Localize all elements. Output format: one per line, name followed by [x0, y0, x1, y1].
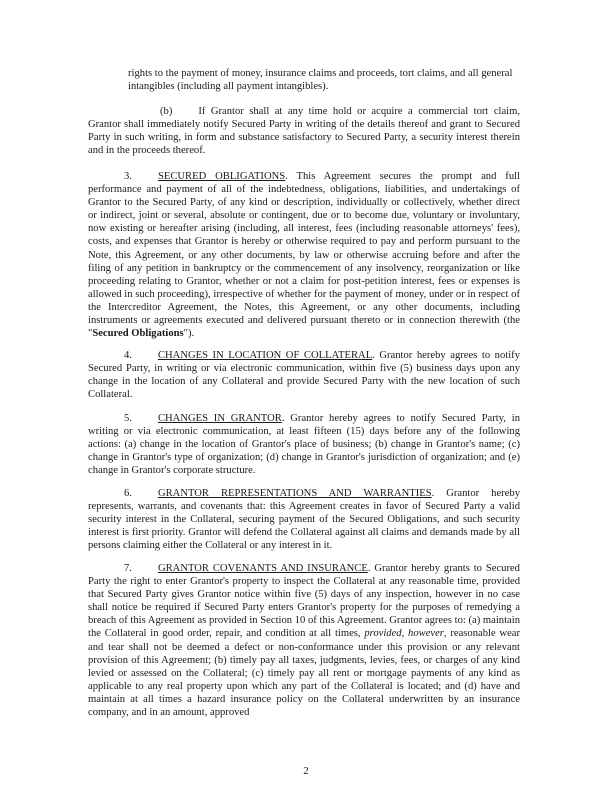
section-text: . Grantor hereby agrees to notify Secured Party, in writing or via electronic communication, at least fifteen (15) days before any of the following actions: (a) change in the location of Grantor's place of business; (b) change in Grantor's name; (c) change in Grantor's type of organization; (d) change in Grantor's jurisdiction of organization; and (e) change in Grantor's corporate structure. [88, 413, 520, 477]
section-text-continued: , reasonable wear and tear shall not be deemed a defect or non-conformance under this provision or any relevant provision of this Agreement; (b) timely pay all taxes, judgments, levies, fees, or charges of any kind levied or assessed on the Collateral; (c) timely pay all rent or mortgage payments of any kind as applicable to any real property upon which any part of the Collateral is located; and (d) have and maintain at all times a hazard insurance policy on the Collateral underwritten by an insurance company, and in an amount, approved [88, 628, 520, 719]
section-number: 3. [124, 171, 132, 182]
section-text-tail: "). [183, 328, 195, 340]
section-number: 7. [124, 563, 132, 574]
section-text: . This Agreement secures the prompt and full performance and payment of all of the indebtedness, obligations, liabilities, and undertakings of Grantor to the Secured Party, of any kind or description, individually or collectively, whether direct or indirect, joint or several, absolute or contingent, due or to become due, voluntary or involuntary, now existing or hereafter arising (including, all interest, fees (including reasonable attorneys' fees), costs, and expenses that Grantor is hereby or otherwise required to pay and perform pursuant to the Note, this Agreement, or any other documents, by law or otherwise accruing before and after the filing of any petition in bankruptcy or the commencement of any insolvency, reorganization or like proceeding relating to Grantor, whether or not a claim for post-petition interest, fees or expenses is allowed in such proceeding), irrespective of whether for the payment of money, under or in respect of the Intercreditor Agreement, the Notes, this Agreement, or any other documents, including instruments or agreements executed and delivered pursuant thereto or in connection therewith (the " [88, 171, 520, 340]
section-text: . Grantor hereby represents, warrants, and covenants that: this Agreement creates in favor of Secured Party a valid security interest in the Collateral, securing payment of the Secured Obligations, and such security interest is first priority. Grantor will defend the Collateral against all claims and demands made by all persons claiming either the Collateral or any interest in it. [88, 488, 521, 552]
section-5 [88, 412, 520, 477]
paragraph-b [88, 105, 520, 157]
paragraph-marker: (b) [160, 106, 173, 117]
section-6 [88, 487, 520, 552]
page-number: 2 [303, 765, 309, 777]
section-heading: GRANTOR COVENANTS AND INSURANCE [157, 563, 368, 574]
paragraph-intangibles [128, 67, 520, 93]
section-text: . Grantor hereby agrees to notify Secured Party, in writing or via electronic communication, within five (5) business days upon any change in the location of any Collateral and provide Secured Party with the new location of such Collateral. [88, 350, 520, 401]
section-heading: CHANGES IN GRANTOR [157, 413, 282, 424]
section-7 [88, 562, 520, 719]
section-heading: GRANTOR REPRESENTATIONS AND WARRANTIES [157, 488, 432, 499]
section-3 [88, 170, 520, 340]
section-number: 4. [124, 350, 132, 361]
paragraph-text: rights to the payment of money, insurance claims and proceeds, tort claims, and all general intangibles (including all payment intangibles). [128, 68, 513, 93]
section-italic-text: provided, however [364, 628, 444, 640]
paragraph-text: If Grantor shall at any time hold or acquire a commercial tort claim, Grantor shall immediately notify Secured Party in writing of the details thereof and grant to Secured Party in such writing, in form and substance satisfactory to Secured Party, a security interest therein and in the proceeds thereof. [88, 106, 520, 157]
section-number: 5. [124, 413, 132, 424]
section-number: 6. [124, 488, 132, 499]
section-heading: CHANGES IN LOCATION OF COLLATERAL [157, 350, 373, 361]
section-text: . Grantor hereby grants to Secured Party the right to enter Grantor's property to inspect the Collateral at any reasonable time, provided that Secured Party gives Grantor notice within five (5) days of any inspection, however in no case shall notice be required if Secured Party enters Grantor's property for the purposes of remedying a breach of this Agreement as provided in Section 10 of this Agreement. Grantor agrees to: (a) maintain the Collateral in good order, repair, and condition at all times, [88, 563, 520, 640]
section-4 [88, 349, 520, 401]
defined-term: Secured Obligations [92, 328, 184, 340]
section-heading: SECURED OBLIGATIONS [157, 171, 286, 182]
